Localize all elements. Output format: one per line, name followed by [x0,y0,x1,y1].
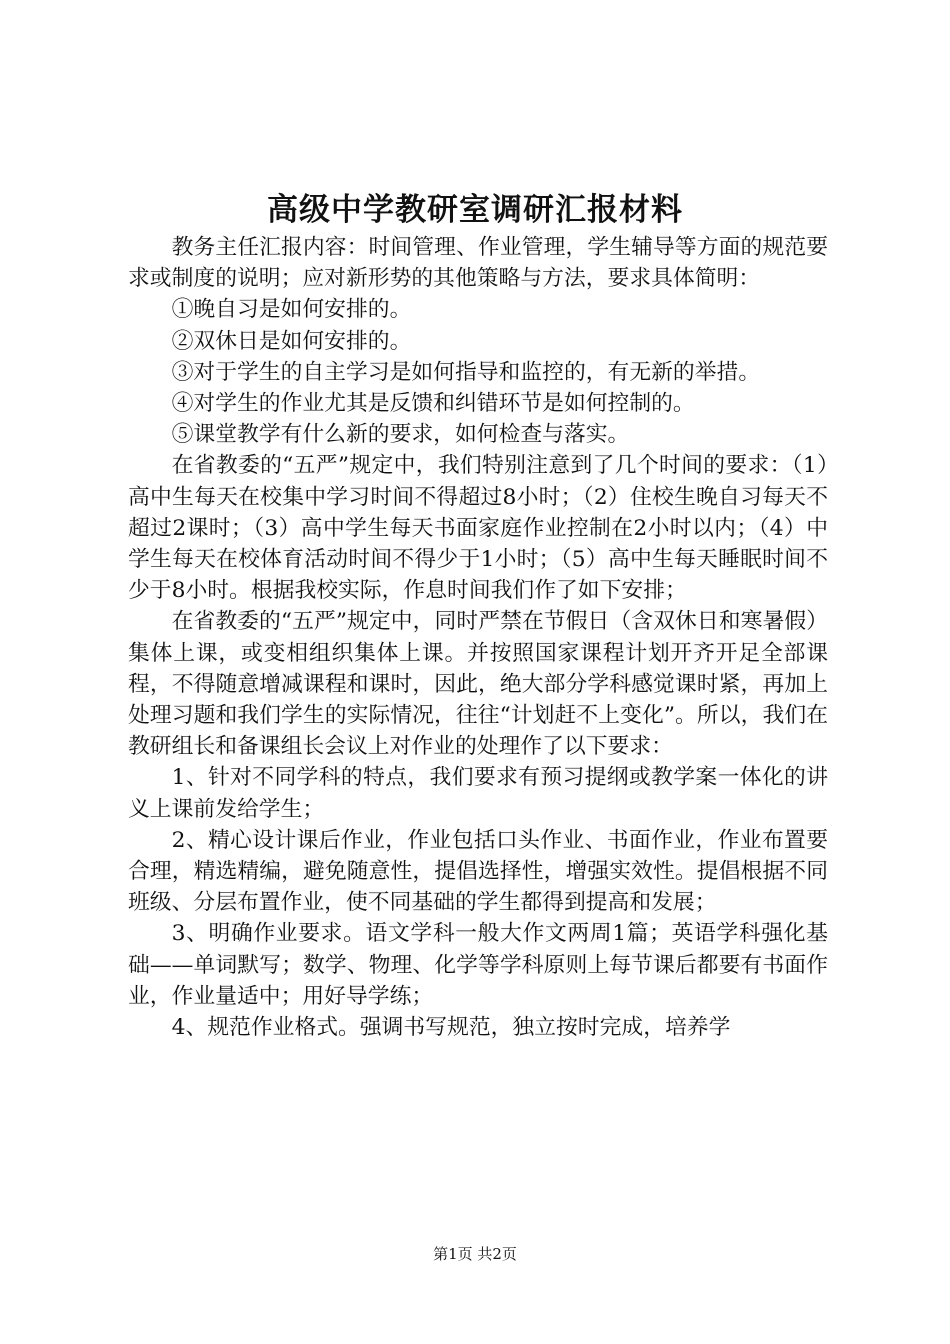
requirement-item-4: 4、规范作业格式。强调书写规范，独立按时完成，培养学 [171,1015,731,1041]
list-item-5: ⑤课堂教学有什么新的要求，如何检查与落实。 [171,422,630,448]
document-title: 高级中学教研室调研汇报材料 [267,192,683,228]
list-item-4: ④对学生的作业尤其是反馈和纠错环节是如何控制的。 [171,391,695,417]
list-item-3: ③对于学生的自主学习是如何指导和监控的，有无新的举措。 [171,359,761,385]
page-footer: 第1页 共2页 [433,1245,517,1263]
paragraph-time-requirements: 在省教委的“五严”规定中，我们特别注意到了几个时间的要求：（1）高中生每天在校集中学习时间不得超过8小时；（2）住校生晚自习每天不超过2课时；（3）高中学生每天书面家庭作业控制在2小时以内；（4）中学生每天在校体育活动时间不得少于1小时；（5）高中生每天睡眠时间不少于8小时。根据我校实际，作息时间我们作了如下安排； [128,453,828,604]
requirement-item-1: 1、针对不同学科的特点，我们要求有预习提纲或教学案一体化的讲义上课前发给学生； [128,765,828,822]
list-item-1: ①晚自习是如何安排的。 [171,297,412,323]
requirement-item-2: 2、精心设计课后作业，作业包括口头作业、书面作业，作业布置要合理，精选精编，避免随意性，提倡选择性，增强实效性。提倡根据不同班级、分层布置作业，使不同基础的学生都得到提高和发展； [128,827,828,916]
paragraph-intro: 教务主任汇报内容：时间管理、作业管理，学生辅导等方面的规范要求或制度的说明；应对新形势的其他策略与方法，要求具体简明： [128,235,828,292]
list-item-2: ②双休日是如何安排的。 [171,328,412,354]
paragraph-holiday-rules: 在省教委的“五严”规定中，同时严禁在节假日（含双休日和寒暑假）集体上课，或变相组织集体上课。并按照国家课程计划开齐开足全部课程，不得随意增减课程和课时，因此，绝大部分学科感觉课时紧，再加上处理习题和我们学生的实际情况，往往“计划赶不上变化”。所以，我们在教研组长和备课组长会议上对作业的处理作了以下要求： [128,609,828,760]
requirement-item-3: 3、明确作业要求。语文学科一般大作文两周1篇；英语学科强化基础——单词默写；数学、物理、化学等学科原则上每节课后都要有书面作业，作业量适中；用好导学练； [128,921,828,1009]
document-body [128,232,828,1043]
